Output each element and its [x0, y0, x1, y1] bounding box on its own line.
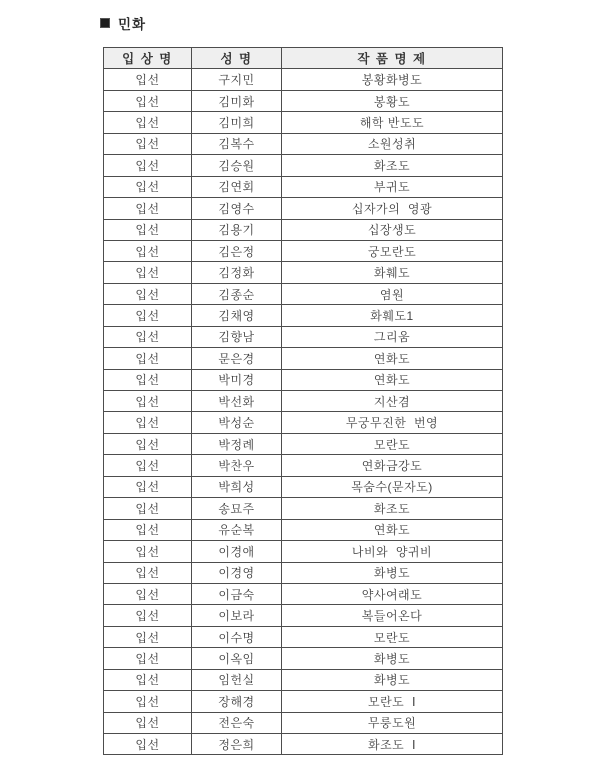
work-title-cell: 무룽도원	[282, 712, 503, 733]
section-title	[100, 13, 146, 33]
name-cell: 송묘주	[192, 498, 282, 519]
table-row	[104, 112, 503, 133]
table-row	[104, 176, 503, 197]
award-cell: 입선	[104, 562, 192, 583]
award-cell: 입선	[104, 176, 192, 197]
name-cell: 김승원	[192, 155, 282, 176]
table-body	[104, 69, 503, 755]
work-title-cell: 나비와 양귀비	[282, 541, 503, 562]
table-row	[104, 391, 503, 412]
table-row	[104, 240, 503, 261]
work-title-cell: 연화도	[282, 369, 503, 390]
section-title-label: 민화	[118, 17, 147, 32]
table-row	[104, 583, 503, 604]
award-cell: 입선	[104, 305, 192, 326]
award-cell: 입선	[104, 155, 192, 176]
table-header	[104, 48, 503, 69]
work-title-cell: 화병도	[282, 648, 503, 669]
award-cell: 입선	[104, 369, 192, 390]
award-cell: 입선	[104, 455, 192, 476]
award-cell: 입선	[104, 240, 192, 261]
work-title-cell: 소원성취	[282, 133, 503, 154]
name-cell: 장해경	[192, 691, 282, 712]
award-cell: 입선	[104, 283, 192, 304]
work-title-cell: 화병도	[282, 562, 503, 583]
name-cell: 김영수	[192, 198, 282, 219]
work-title-cell: 해학 반도도	[282, 112, 503, 133]
work-title-cell: 모란도	[282, 433, 503, 454]
table-row	[104, 219, 503, 240]
work-title-cell: 부귀도	[282, 176, 503, 197]
award-cell: 입선	[104, 583, 192, 604]
name-cell: 김연회	[192, 176, 282, 197]
award-cell: 입선	[104, 112, 192, 133]
award-cell: 입선	[104, 391, 192, 412]
name-cell: 유순복	[192, 519, 282, 540]
name-cell: 김용기	[192, 219, 282, 240]
name-cell: 전은숙	[192, 712, 282, 733]
column-header-work-title: 작 품 명 제	[282, 48, 503, 69]
work-title-cell: 봉황도	[282, 90, 503, 111]
name-cell: 임헌실	[192, 669, 282, 690]
table-row	[104, 455, 503, 476]
name-cell: 김은정	[192, 240, 282, 261]
work-title-cell: 무궁무진한 번영	[282, 412, 503, 433]
award-cell: 입선	[104, 734, 192, 755]
name-cell: 김채영	[192, 305, 282, 326]
table-row	[104, 133, 503, 154]
award-cell: 입선	[104, 90, 192, 111]
name-cell: 정은희	[192, 734, 282, 755]
column-header-name: 성 명	[192, 48, 282, 69]
work-title-cell: 목숨수(문자도)	[282, 476, 503, 497]
table-row	[104, 734, 503, 755]
work-title-cell: 염원	[282, 283, 503, 304]
table-row	[104, 69, 503, 90]
table-row	[104, 605, 503, 626]
work-title-cell: 연화도	[282, 519, 503, 540]
work-title-cell: 연화금강도	[282, 455, 503, 476]
table-row	[104, 541, 503, 562]
award-cell: 입선	[104, 262, 192, 283]
table-row	[104, 712, 503, 733]
work-title-cell: 지산겸	[282, 391, 503, 412]
work-title-cell: 약사여래도	[282, 583, 503, 604]
work-title-cell: 모란도	[282, 626, 503, 647]
name-cell: 박찬우	[192, 455, 282, 476]
table-row	[104, 498, 503, 519]
table-row	[104, 155, 503, 176]
awards-table	[103, 47, 503, 755]
work-title-cell: 화조도	[282, 155, 503, 176]
award-cell: 입선	[104, 412, 192, 433]
table-row	[104, 412, 503, 433]
work-title-cell: 모란도 Ⅰ	[282, 691, 503, 712]
table-row	[104, 433, 503, 454]
work-title-cell: 화훼도1	[282, 305, 503, 326]
table-row	[104, 562, 503, 583]
name-cell: 김종순	[192, 283, 282, 304]
award-cell: 입선	[104, 348, 192, 369]
award-cell: 입선	[104, 605, 192, 626]
award-cell: 입선	[104, 69, 192, 90]
award-cell: 입선	[104, 133, 192, 154]
name-cell: 박희성	[192, 476, 282, 497]
award-cell: 입선	[104, 648, 192, 669]
work-title-cell: 연화도	[282, 348, 503, 369]
award-cell: 입선	[104, 712, 192, 733]
name-cell: 김복수	[192, 133, 282, 154]
award-cell: 입선	[104, 198, 192, 219]
column-header-award: 입 상 명	[104, 48, 192, 69]
table-row	[104, 305, 503, 326]
work-title-cell: 화조도	[282, 498, 503, 519]
name-cell: 박성순	[192, 412, 282, 433]
name-cell: 이보라	[192, 605, 282, 626]
name-cell: 이금숙	[192, 583, 282, 604]
name-cell: 김정화	[192, 262, 282, 283]
table-row	[104, 198, 503, 219]
table-row	[104, 348, 503, 369]
table-row	[104, 519, 503, 540]
award-cell: 입선	[104, 669, 192, 690]
name-cell: 이옥임	[192, 648, 282, 669]
table-row	[104, 90, 503, 111]
award-cell: 입선	[104, 326, 192, 347]
name-cell: 김미화	[192, 90, 282, 111]
award-cell: 입선	[104, 433, 192, 454]
name-cell: 구지민	[192, 69, 282, 90]
work-title-cell: 화조도 Ⅰ	[282, 734, 503, 755]
name-cell: 이경영	[192, 562, 282, 583]
table-row	[104, 262, 503, 283]
table-row	[104, 691, 503, 712]
award-cell: 입선	[104, 519, 192, 540]
work-title-cell: 궁모란도	[282, 240, 503, 261]
work-title-cell: 화훼도	[282, 262, 503, 283]
name-cell: 김미희	[192, 112, 282, 133]
table-row	[104, 326, 503, 347]
table-row	[104, 476, 503, 497]
award-cell: 입선	[104, 498, 192, 519]
work-title-cell: 봉황화병도	[282, 69, 503, 90]
name-cell: 이경애	[192, 541, 282, 562]
name-cell: 박선화	[192, 391, 282, 412]
work-title-cell: 십장생도	[282, 219, 503, 240]
work-title-cell: 화병도	[282, 669, 503, 690]
table-row	[104, 283, 503, 304]
award-cell: 입선	[104, 219, 192, 240]
award-cell: 입선	[104, 691, 192, 712]
name-cell: 박미경	[192, 369, 282, 390]
name-cell: 박정례	[192, 433, 282, 454]
award-cell: 입선	[104, 476, 192, 497]
table-row	[104, 626, 503, 647]
name-cell: 이수명	[192, 626, 282, 647]
square-bullet-icon	[100, 18, 110, 28]
award-cell: 입선	[104, 541, 192, 562]
table-row	[104, 648, 503, 669]
table-header-row	[104, 48, 503, 69]
work-title-cell: 복들어온다	[282, 605, 503, 626]
table-row	[104, 669, 503, 690]
work-title-cell: 그리움	[282, 326, 503, 347]
table-row	[104, 369, 503, 390]
work-title-cell: 십자가의 영광	[282, 198, 503, 219]
name-cell: 문은경	[192, 348, 282, 369]
name-cell: 김향남	[192, 326, 282, 347]
award-cell: 입선	[104, 626, 192, 647]
